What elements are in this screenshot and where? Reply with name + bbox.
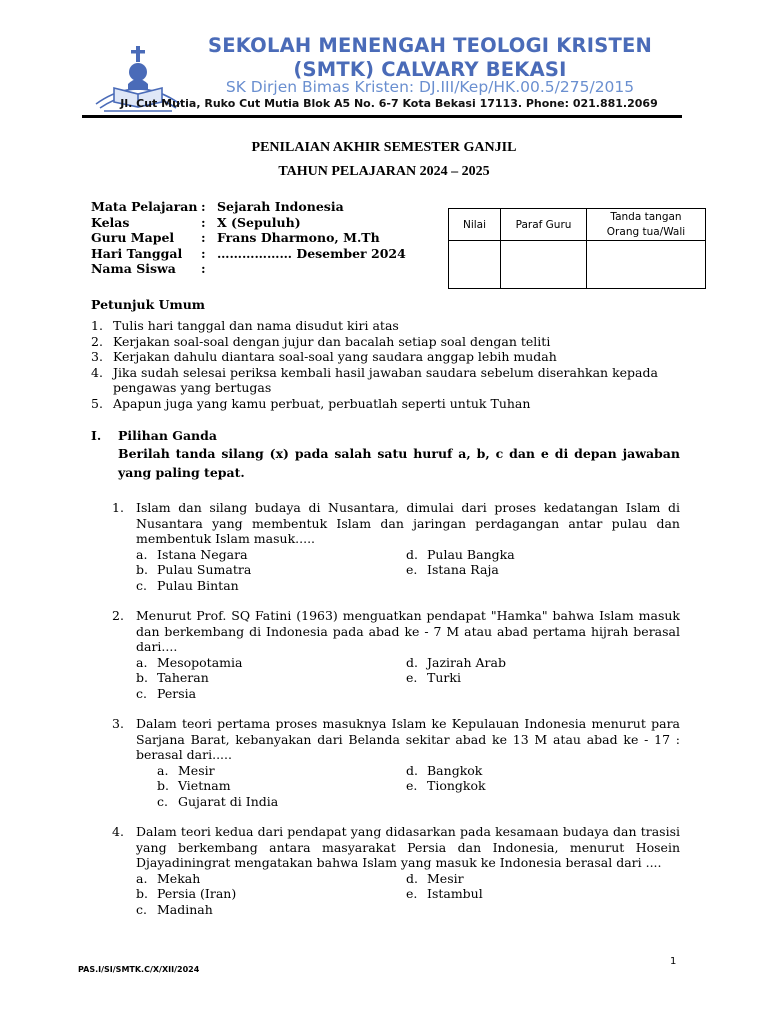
option-text: Madinah xyxy=(157,901,213,917)
option-text: Istambul xyxy=(427,886,483,901)
answer-option[interactable] xyxy=(406,547,676,563)
question-text: Menurut Prof. SQ Fatini (1963) menguatkan pendapat "Hamka" bahwa Islam masuk dan berkembang di Indonesia pada abad ke - 7 M atau abad pertama hijrah berasal dari.... xyxy=(136,608,680,654)
option-text: Pulau Sumatra xyxy=(157,562,252,577)
answer-option[interactable] xyxy=(136,886,406,902)
option-letter: d. xyxy=(406,870,418,886)
section-number: I. xyxy=(91,428,102,443)
answer-option[interactable] xyxy=(136,547,406,563)
question-text: Dalam teori kedua dari pendapat yang didasarkan pada kesamaan budaya dan trasisi yang berkembang antara masyarakat Persia dan Indonesia, menurut Hosein Djayadiningrat mengatakan bahwa Islam yang masuk ke Indonesia berasal dari .... xyxy=(136,824,680,870)
instruction-text: Jika sudah selesai periksa kembali hasil jawaban saudara sebelum diserahkan kepada pengawas yang bertugas xyxy=(113,364,658,395)
option-letter: e. xyxy=(406,886,418,901)
option-letter: a. xyxy=(136,654,148,670)
exam-title-line1: PENILAIAN AKHIR SEMESTER GANJIL xyxy=(251,140,517,155)
sk-decree-line: SK Dirjen Bimas Kristen: DJ.III/Kep/HK.00.5/275/2015 xyxy=(225,78,635,96)
letterhead-divider xyxy=(82,115,682,118)
option-letter: b. xyxy=(136,562,148,577)
option-letter: e. xyxy=(406,562,418,577)
option-text: Pulau Bangka xyxy=(427,546,515,562)
answer-option[interactable] xyxy=(136,655,406,671)
instruction-text: Apapun juga yang kamu perbuat, perbuatlah seperti untuk Tuhan xyxy=(113,395,531,411)
question-1 xyxy=(112,500,680,593)
instruction-number: 1. xyxy=(91,318,103,333)
option-letter: c. xyxy=(136,685,147,701)
identity-value: ……………… Desember 2024 xyxy=(217,245,406,261)
instruction-number: 2. xyxy=(91,333,103,349)
school-address: Jl. Cut Mutia, Ruko Cut Mutia Blok A5 No. 6-7 Kota Bekasi 17113. Phone: 021.881.2069 xyxy=(120,97,658,110)
identity-value: Frans Dharmono, M.Th xyxy=(217,230,380,245)
option-text: Tiongkok xyxy=(427,778,486,793)
answer-option[interactable] xyxy=(136,686,406,702)
identity-value: Sejarah Indonesia xyxy=(217,199,344,214)
answer-option[interactable] xyxy=(157,794,406,810)
identity-colon: : xyxy=(201,214,206,230)
instruction-item xyxy=(91,396,681,412)
option-letter: a. xyxy=(157,762,169,778)
school-name-line1: SEKOLAH MENENGAH TEOLOGI KRISTEN xyxy=(207,34,653,57)
instruction-text: Kerjakan dahulu diantara soal-soal yang saudara anggap lebih mudah xyxy=(113,349,557,364)
answer-options xyxy=(157,763,680,810)
section-title: Pilihan Ganda xyxy=(118,428,217,443)
instruction-number: 3. xyxy=(91,349,103,364)
section-heading xyxy=(91,428,217,443)
question-number: 1. xyxy=(112,500,124,515)
document-code: PAS.I/SI/SMTK.C/X/XII/2024 xyxy=(78,965,200,974)
option-text: Mesir xyxy=(427,870,464,886)
question-4 xyxy=(112,824,680,917)
question-3 xyxy=(112,716,680,809)
exam-title-line2: TAHUN PELAJARAN 2024 – 2025 xyxy=(278,164,490,179)
option-text: Istana Raja xyxy=(427,562,499,577)
option-text: Turki xyxy=(427,670,461,685)
instruction-item xyxy=(91,365,681,396)
identity-label: Kelas xyxy=(91,214,130,230)
question-number: 2. xyxy=(112,608,124,623)
general-instructions-list xyxy=(91,318,681,411)
identity-row-class xyxy=(91,215,406,231)
answer-option[interactable] xyxy=(136,902,406,918)
identity-colon: : xyxy=(201,245,206,261)
option-text: Jazirah Arab xyxy=(427,654,506,670)
option-letter: c. xyxy=(157,793,168,809)
identity-row-date xyxy=(91,246,406,262)
option-text: Pulau Bintan xyxy=(157,577,239,593)
answer-option[interactable] xyxy=(406,871,676,887)
identity-row-subject xyxy=(91,199,406,215)
answer-option[interactable] xyxy=(406,763,676,779)
identity-colon: : xyxy=(201,230,206,245)
answer-option[interactable] xyxy=(136,871,406,887)
identity-row-teacher xyxy=(91,230,406,246)
option-text: Mekah xyxy=(157,870,201,886)
option-letter: c. xyxy=(136,577,147,593)
question-number: 3. xyxy=(112,716,124,731)
option-text: Gujarat di India xyxy=(178,793,279,809)
answer-option[interactable] xyxy=(136,670,406,686)
general-instructions-title: Petunjuk Umum xyxy=(91,297,206,312)
option-letter: b. xyxy=(136,670,148,685)
school-name xyxy=(180,34,680,82)
identity-row-name xyxy=(91,261,406,277)
identity-colon: : xyxy=(201,199,206,214)
instruction-item xyxy=(91,334,681,350)
option-text: Persia xyxy=(157,685,197,701)
grade-cell-paraf[interactable] xyxy=(501,241,587,289)
answer-option[interactable] xyxy=(136,562,406,578)
answer-options xyxy=(136,871,680,918)
option-letter: c. xyxy=(136,901,147,917)
identity-label: Hari Tanggal xyxy=(91,245,183,261)
grade-cell-signature[interactable] xyxy=(587,241,706,289)
answer-option[interactable] xyxy=(406,886,676,902)
option-text: Istana Negara xyxy=(157,546,248,562)
grade-header-signature xyxy=(587,209,706,241)
exam-title xyxy=(84,136,684,184)
section-instruction: Berilah tanda silang (x) pada salah satu huruf a, b, c dan e di depan jawaban yang paling tepat. xyxy=(118,446,680,480)
option-letter: a. xyxy=(136,870,148,886)
instruction-number: 5. xyxy=(91,395,103,411)
instruction-text: Tulis hari tanggal dan nama disudut kiri atas xyxy=(113,318,399,333)
instruction-item xyxy=(91,349,681,365)
option-letter: b. xyxy=(136,886,148,901)
answer-option[interactable] xyxy=(406,655,676,671)
option-letter: b. xyxy=(157,778,169,793)
identity-colon: : xyxy=(201,261,206,276)
answer-option[interactable] xyxy=(157,763,406,779)
option-text: Vietnam xyxy=(178,778,231,793)
answer-options xyxy=(136,547,680,594)
answer-option[interactable] xyxy=(406,562,676,578)
page-number: 1 xyxy=(670,956,677,967)
grade-header-paraf: Paraf Guru xyxy=(501,209,587,241)
identity-label: Mata Pelajaran xyxy=(91,199,198,214)
option-letter: e. xyxy=(406,778,418,793)
grade-header-signature-line2: Orang tua/Wali xyxy=(606,225,686,238)
answer-option[interactable] xyxy=(406,670,676,686)
option-text: Persia (Iran) xyxy=(157,886,237,901)
identity-value: X (Sepuluh) xyxy=(217,214,301,230)
grade-signature-table xyxy=(448,208,706,289)
option-letter: a. xyxy=(136,546,148,562)
instruction-number: 4. xyxy=(91,364,103,380)
question-text: Dalam teori pertama proses masuknya Islam ke Kepulauan Indonesia menurut para Sarjana Barat, kebanyakan dari Belanda sekitar abad ke 13 M atau abad ke - 17 : berasal dari..... xyxy=(136,716,680,762)
question-2 xyxy=(112,608,680,701)
option-text: Mesopotamia xyxy=(157,654,243,670)
option-letter: d. xyxy=(406,546,418,562)
student-identity xyxy=(91,199,406,277)
identity-label: Nama Siswa xyxy=(91,261,176,276)
identity-label: Guru Mapel xyxy=(91,230,175,245)
option-letter: d. xyxy=(406,654,418,670)
option-text: Bangkok xyxy=(427,762,483,778)
grade-header-nilai: Nilai xyxy=(449,209,501,241)
grade-header-signature-line1: Tanda tangan xyxy=(610,210,682,223)
school-name-line2: (SMTK) CALVARY BEKASI xyxy=(293,58,567,81)
answer-option[interactable] xyxy=(136,578,406,594)
option-text: Mesir xyxy=(178,762,215,778)
question-text: Islam dan silang budaya di Nusantara, dimulai dari proses kedatangan Islam di Nusantara yang membentuk Islam dan jaringan perdagangan antar pulau dan membentuk Islam masuk..... xyxy=(136,500,680,546)
answer-options xyxy=(136,655,680,702)
answer-option[interactable] xyxy=(406,778,676,794)
option-letter: d. xyxy=(406,762,418,778)
option-text: Taheran xyxy=(157,670,209,685)
answer-option[interactable] xyxy=(157,778,406,794)
question-number: 4. xyxy=(112,824,124,839)
instruction-text: Kerjakan soal-soal dengan jujur dan bacalah setiap soal dengan teliti xyxy=(113,333,551,349)
instruction-item xyxy=(91,318,681,334)
grade-cell-nilai[interactable] xyxy=(449,241,501,289)
option-letter: e. xyxy=(406,670,418,685)
